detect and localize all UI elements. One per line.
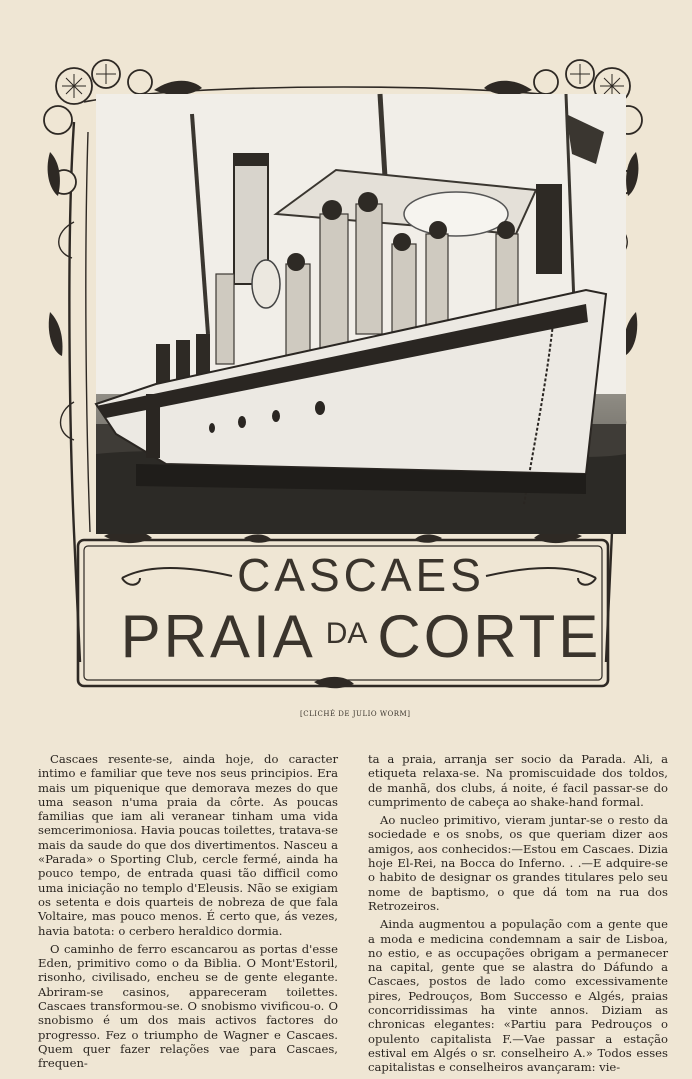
title-panel [78, 540, 644, 680]
title-da: DA [325, 617, 368, 650]
yacht-photograph [96, 94, 626, 534]
paragraph: Ainda augmentou a população com a gente que a moda e medicina condemnam a sair de Lisboa, no estio, e as occupações obrigam a permanecer na capital, gente que se alastra do Dáfundo a Cascaes, postos de lado como excessivamente pires, Pedrouços, Bom Successo e Algés, praias concorridissimas ha vinte annos. Diziam as chronicas elegantes: «Partiu para Pedrouços o opulento capitalista F.—Vae passar a estação estival em Algés o sr. conselheiro A.» Todos esses capitalistas e conselheiros avançaram: vie- [368, 917, 668, 1075]
paragraph: ta a praia, arranja ser socio da Parada. Ali, a etiqueta relaxa-se. Na promiscuidade dos toldos, de manhã, dos clubs, á noite, é facil passar-se do cumprimento de cabeça ao shake-hand formal. [368, 752, 668, 809]
paragraph: Cascaes resente-se, ainda hoje, do caracter intimo e familiar que teve nos seus principios. Era mais um piquenique que demorava mezes do que uma season n'uma praia da côrte. As poucas familias que iam ali veranear tinham uma vida semcerimoniosa. Havia poucas toilettes, tratava-se mais da saude do que dos divertimentos. Nasceu a «Parada» o Sporting Club, cercle fermé, ainda ha pouco tempo, de entrada quasi tão difficil como uma iniciação no templo d'Eleusis. Não se exigiam os setenta e dois quarteis de nobreza de que fala Voltaire, mas pouco menos. É certo que, ás vezes, havia batota: o cerbero heraldico dormia. [38, 752, 338, 938]
title-corte: CORTE [377, 603, 602, 670]
photo-credit: [CLICHÉ DE JULIO WORM] [300, 710, 411, 718]
paragraph: O caminho de ferro escancarou as portas d'esse Eden, primitivo como o da Biblia. O Mont'Estoril, risonho, civilisado, encheu se de gente elegante. Abriram-se casinos, appareceram toilettes. Cascaes transformou-se. O snobismo vivificou-o. O snobismo é um dos mais activos factores do progresso. Fez o triumpho de Wagner e Cascaes. Quem quer fazer relações vae para Cascaes, frequen- [38, 941, 338, 1071]
right-text-column [368, 752, 668, 1079]
title-praia: PRAIA [120, 603, 316, 670]
title-praia-da-corte [78, 602, 644, 671]
left-text-column [38, 752, 338, 1075]
title-cascaes: CASCAES [237, 549, 485, 601]
paragraph: Ao nucleo primitivo, vieram juntar-se o resto da sociedade e os snobs, os que queriam dizer aos amigos, aos conhecidos:—Estou em Cascaes. Dizia hoje El-Rei, na Bocca do Inferno. . .—E adquire-se o habito de designar os grandes titulares pelo seu nome de baptismo, o que dá tom na rua dos Retrozeiros. [368, 813, 668, 913]
yacht-illustration [96, 94, 626, 534]
